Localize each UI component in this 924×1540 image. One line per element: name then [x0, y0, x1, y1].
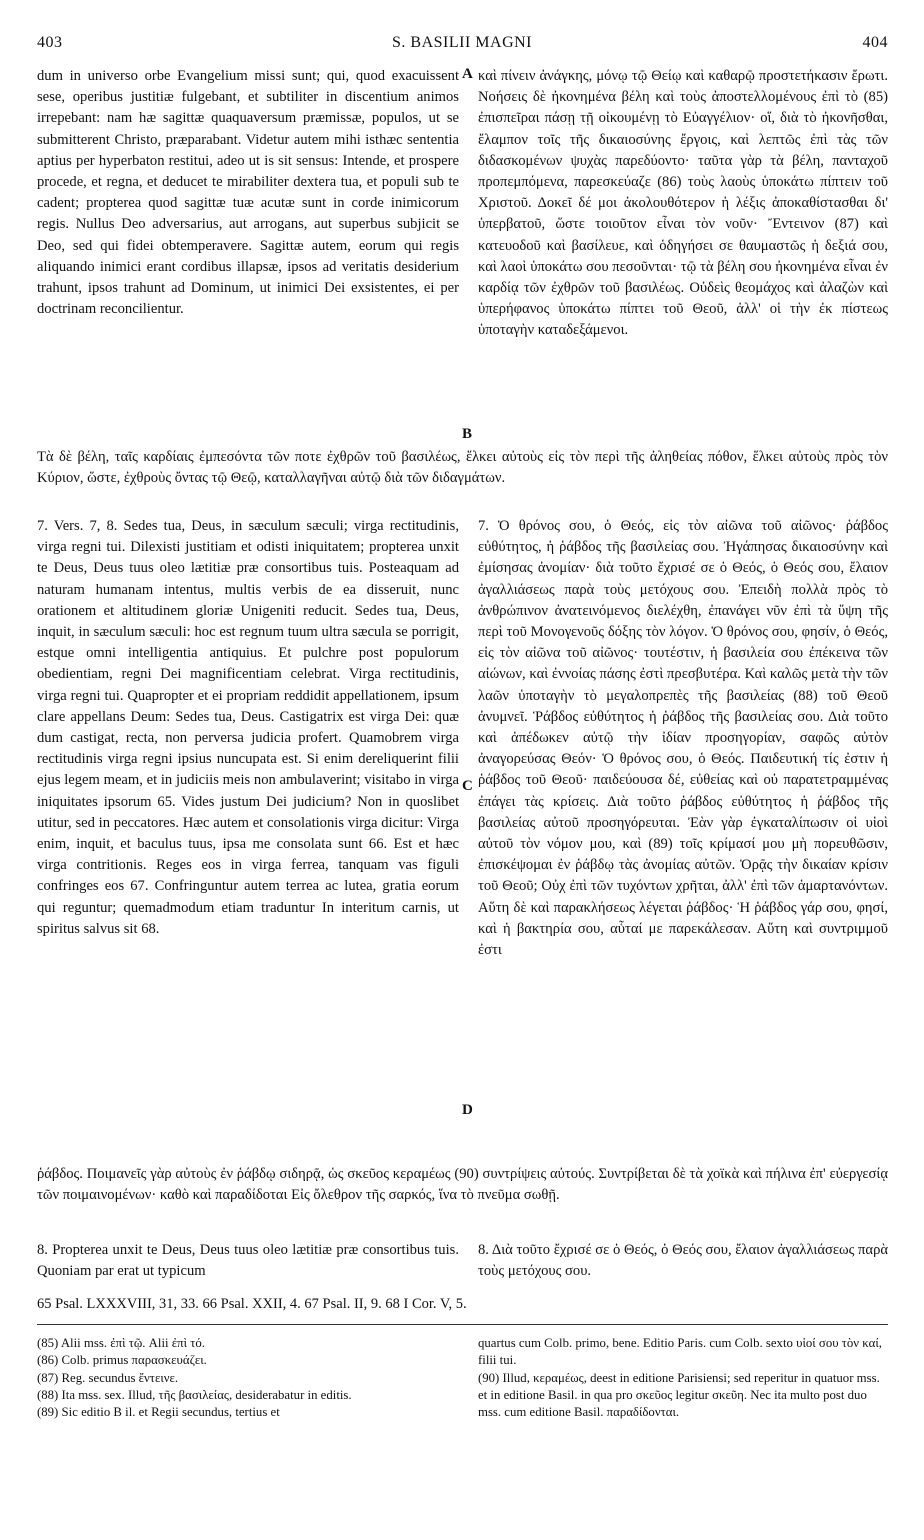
latin-paragraph: dum in universo orbe Evangelium missi sunt; qui, quod exacuissent sese, operibus justitiæ fulgebant, et subtiliter in discentium animos irrepebant: nam hæ sagittæ quaquaversum præmissæ, populos, ut se submitterent Christo, præparabant. Videtur autem mihi isthæc sententia aptius per hyperbaton restitui, adeo ut is sit sensus: Intende, et prospere procede, et regna, et deducet te mirabiliter dextera tua, et populi sub te cadent; propterea quod sagittæ tuæ acutæ sunt in corde inimicorum regis. Nullus Deo adversarius, aut arrogans, aut superbus subjicit se Deo, sed qui fidei obtemperavere. Sagittæ autem, eorum qui regis aliquando inimici erant cordibus illapsæ, ipsos ad veritatis desiderium trahunt, ipsos trahunt ad Dominum, ut inimici Dei exsistentes, ei per doctrinam reconcilientur. [37, 68, 459, 318]
greek-full-width-1 [37, 447, 888, 513]
footnote: (87) Reg. secundus ἔντεινε. [37, 1370, 179, 1385]
footnotes-right-column [478, 1335, 888, 1421]
latin-column-section-1 [37, 66, 459, 446]
latin-column-section-3 [37, 1240, 459, 1284]
greek-column-section-1 [478, 66, 888, 446]
footnote: (85) Alii mss. ἐπὶ τῷ. Alii ἐπὶ τό. [37, 1336, 205, 1350]
greek-paragraph: 8. Διὰ τοῦτο ἔχρισέ σε ὁ Θεός, ὁ Θεός σου, ἔλαιον ἀγαλλιάσεως παρὰ τοὺς μετόχους σου. [478, 1242, 888, 1280]
margin-mark-b: B [462, 426, 473, 442]
footnote: (86) Colb. primus παρασκευάζει. [37, 1353, 207, 1368]
greek-column-section-3 [478, 1240, 888, 1284]
greek-paragraph: καὶ πίνειν ἀνάγκης, μόνῳ τῷ Θείῳ καὶ καθαρῷ προστετήκασιν ἔρωτι. Νοήσεις δὲ ἠκονημένα βέλη καὶ τοὺς ἀποστελλομένους ἐπὶ τὸ (85) ἐπισπεῖραι πάσῃ τῇ οἰκουμένῃ τὸ Εὐαγγέλιον· οἵ, διὰ τὸ ἠκονῆσθαι, ἔλαμπον τοῖς τῆς δικαιοσύνης ἔργοις, καὶ λεπτῶς ἐπὶ τὰς τῶν διδασκομένων ψυχὰς παρεδύοντο· ταῦτα γὰρ τὰ βέλη, πανταχοῦ προπεμπόμενα, παρεσκεύαζε (86) τοὺς λαοὺς ὑποκάτω πίπτειν τοῦ Χριστοῦ. Δοκεῖ δέ μοι ἀκολουθότερον ἡ λέξις ἀποκαθίστασθαι δι' ὑπερβατοῦ, ὥστε τοιοῦτον εἶναι τὸν νοῦν· Ἔντεινον (87) καὶ κατευοδοῦ καὶ βασίλευε, καὶ ὁδηγήσει σε θαυμαστῶς ἡ δεξιά σου, καὶ λαοὶ ὑποκάτω σου πεσοῦνται· τῷ τὰ βέλη σου ἠκονημένα εἶναι ἐν καρδίᾳ τῶν ἐχθρῶν τοῦ βασιλέως. Οὐδεὶς θεομάχος καὶ ἀλαζὼν καὶ ὑπερήφανος ὑποκάτω πίπτει τοῦ Θεοῦ, ἀλλ' οἱ τὴν ἐκ πίστεως ὑποταγὴν καταδεξάμενοι. [478, 68, 888, 339]
greek-paragraph: Τὰ δὲ βέλη, ταῖς καρδίαις ἐμπεσόντα τῶν ποτε ἐχθρῶν τοῦ βασιλέως, ἕλκει αὐτοὺς εἰς τὸν περὶ τῆς ἀληθείας πόθον, ἕλκει αὐτοὺς πρὸς τὸν Κύριον, ὥστε, ἐχθροὺς ὄντας τῷ Θεῷ, καταλλαγῆναι αὐτῷ διὰ τῶν διδαγμάτων. [37, 449, 888, 487]
page-number-right: 404 [862, 34, 888, 51]
latin-paragraph: 8. Propterea unxit te Deus, Deus tuus oleo lætitiæ præ consortibus tuis. Quoniam par erat ut typicum [37, 1242, 459, 1280]
footnote-separator [37, 1324, 888, 1325]
page-number-left: 403 [37, 34, 63, 51]
running-title: S. BASILII MAGNI [392, 34, 532, 51]
scripture-references: 65 Psal. LXXXVIII, 31, 33. 66 Psal. XXII, 4. 67 Psal. II, 9. 68 I Cor. V, 5. [37, 1296, 467, 1312]
latin-paragraph: 7. Vers. 7, 8. Sedes tua, Deus, in sæculum sæculi; virga rectitudinis, virga regni tui. Dilexisti justitiam et odisti iniquitatem; propterea unxit te Deus, Deus tuus oleo lætitiæ præ consortibus tuis. Posteaquam ad naturam humanam intentus, multis verbis de ea disseruit, nunc orationem et altitudinem gloriæ Unigeniti reducit. Sedes tua, Deus, inquit, in sæculum sæculi: hoc est regnum tuum ultra sæcula se porrigit, estque omni intelligentia antiquius. Et pulchre post populorum obedientiam, regni Dei magnificentiam celebrat. Virga rectitudinis, virga regni tui. Quapropter et ei propriam reddidit appellationem, ipsum clare appellans Deum: Sedes tua, Deus. Castigatrix est virga Dei: quæ dum castigat, recta, non perversa judicia profert. Quamobrem virga rectitudinis virga regni ipsius nuncupata est. Si enim dereliquerint filii ejus legem meam, et in judiciis meis non ambulaverint; visitabo in virga iniquitates ipsorum 65. Vides justum Dei judicium? Non in quoslibet utitur, sed in peccatores. Hæc autem et consolationis virga dicitur: Virga enim, inquit, et baculus tuus, ipsa me consolata sunt 66. Est et hæc virga contritionis. Reges eos in virga ferrea, tanquam vas figuli confringes eos 67. Confringuntur autem terrea ac lutea, gratia eorum qui reguntur; quemadmodum etiam traduntur In interitum carnis, ut spiritus salvus sit 68. [37, 518, 459, 937]
greek-full-width-2 [37, 1164, 888, 1230]
footnote: (90) Illud, κεραμέως, deest in editione Parisiensi; sed reperitur in quatuor mss. et in editione Basil. in qua pro σκεῦος legitur σκεῦη. Nec ita multo post duo mss. cum editione Basil. παραδίδονται. [478, 1370, 880, 1420]
margin-mark-a: A [462, 66, 473, 82]
greek-column-section-2 [478, 516, 888, 1164]
footnote: (89) Sic editio B il. et Regii secundus, tertius et [37, 1405, 280, 1420]
footnote: quartus cum Colb. primo, bene. Editio Paris. cum Colb. sexto υἱοί σου τὸν καί, filii tui. [478, 1336, 882, 1368]
margin-mark-d: D [462, 1102, 473, 1118]
greek-paragraph: 7. Ὁ θρόνος σου, ὁ Θεός, εἰς τὸν αἰῶνα τοῦ αἰῶνος· ῥάβδος εὐθύτητος, ἡ ῥάβδος τῆς βασιλείας σου. Ἠγάπησας δικαιοσύνην καὶ ἐμίσησας ἀνομίαν· διὰ τοῦτο ἔχρισέ σε ὁ Θεός, ὁ Θεός σου, ἔλαιον ἀγαλλιάσεως παρὰ τοὺς μετόχους σου. Ἐπειδὴ πολλὰ πρὸς τὸ ἀνθρώπινον ἀνατεινόμενος διελέχθη, ἐπανάγει νῦν ἐπὶ τὰ ὕψη τῆς περὶ τοῦ Μονογενοῦς δόξης τὸν λόγον. Ὁ θρόνος σου, φησίν, ὁ Θεός, εἰς τὸν αἰῶνα τοῦ αἰῶνος· τουτέστιν, ἡ βασιλεία σου ἐπέκεινα τῶν αἰώνων, καὶ ἐννοίας πάσης ἐστὶ πρεσβυτέρα. Καὶ καλῶς μετὰ τὴν τῶν λαῶν ὑποταγὴν τὸ μεγαλοπρεπὲς τῆς βασιλείας (88) τοῦ Θεοῦ ἀνυμνεῖ. Ῥάβδος εὐθύτητος ἡ ῥάβδος τῆς βασιλείας σου. Διὰ τοῦτο καὶ ἀπέδωκεν αὐτῷ τὴν ἰδίαν προσηγορίαν, σαφῶς αὐτὸν ἀναγορεύσας Θεόν· Ὁ θρόνος σου, ὁ Θεός. Παιδευτική τίς ἐστιν ἡ ῥάβδος τοῦ Θεοῦ· παιδεύουσα δέ, εὐθείας καὶ οὐ παρατετραμμένας ἐπάγει τὰς κρίσεις. Διὰ τοῦτο ῥάβδος εὐθύτητος ἡ ῥάβδος τῆς βασιλείας αὐτοῦ προσηγόρευται. Ἐὰν γὰρ ἐγκαταλίπωσιν οἱ υἱοὶ αὐτοῦ τὸν νόμον μου, καὶ (89) τοῖς κρίμασί μου μὴ πορευθῶσιν, ἐπισκέψομαι ἐν ῥάβδῳ τὰς ἀνομίας αὐτῶν. Ὁρᾷς τὴν δικαίαν κρίσιν τοῦ Θεοῦ; Οὐχ ἐπὶ τῶν τυχόντων χρῆται, ἀλλ' ἐπὶ τῶν ἁμαρτανόντων. Αὕτη δὲ καὶ παρακλήσεως λέγεται ῥάβδος· Ἡ ῥάβδος γάρ σου, φησί, καὶ ἡ βακτηρία σου, αὗταί με παρεκάλεσαν. Αὕτη καὶ συντριμμοῦ ἐστι [478, 518, 888, 959]
latin-column-section-2 [37, 516, 459, 1164]
greek-paragraph: ῥάβδος. Ποιμανεῖς γὰρ αὐτοὺς ἐν ῥάβδῳ σιδηρᾷ, ὡς σκεῦος κεραμέως (90) συντρίψεις αὐτούς. Συντρίβεται δὲ τὰ χοϊκὰ καὶ πήλινα ἐπ' εὐεργεσίᾳ τῶν ποιμαινομένων· καθὸ καὶ παραδίδοται Εἰς ὄλεθρον τῆς σαρκός, ἵνα τὸ πνεῦμα σωθῇ. [37, 1166, 888, 1204]
footnote: (88) Ita mss. sex. Illud, τῆς βασιλείας, desiderabatur in editis. [37, 1387, 352, 1402]
margin-mark-c: C [462, 778, 473, 794]
footnotes-left-column [37, 1335, 457, 1421]
